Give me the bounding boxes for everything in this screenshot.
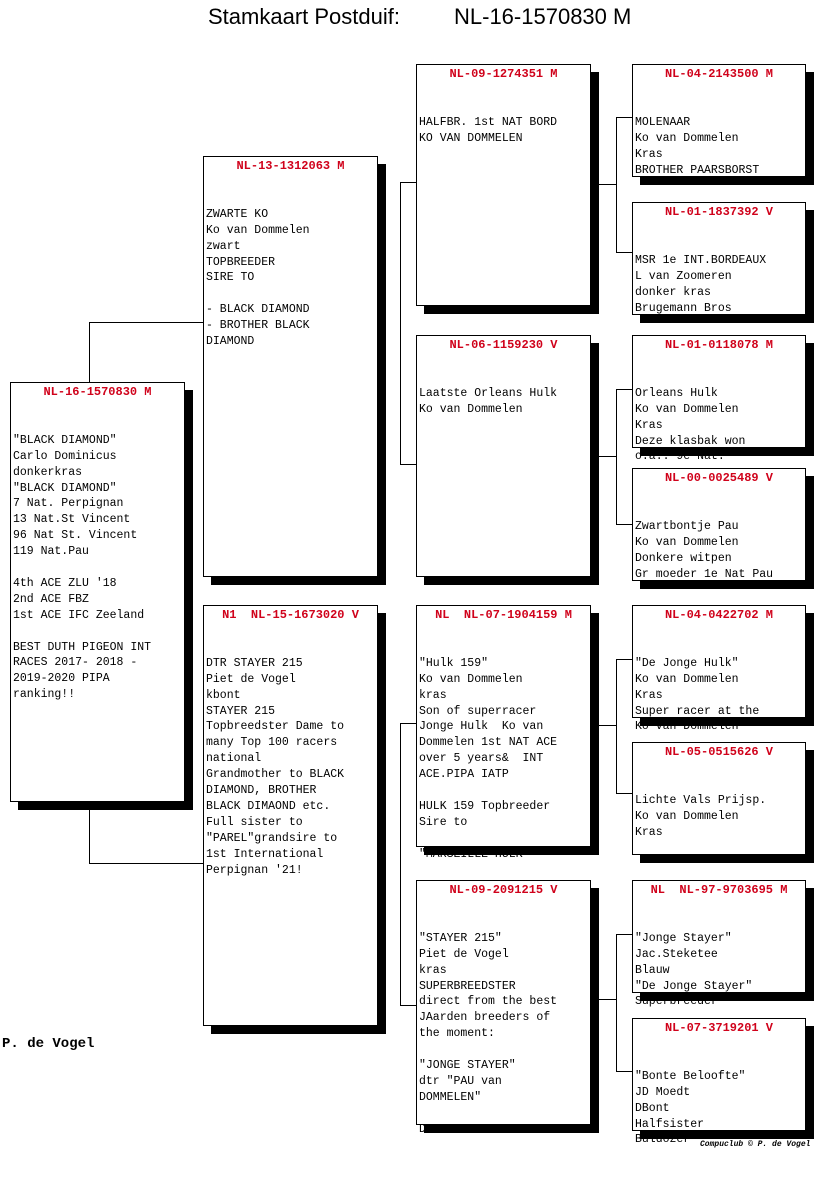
connector: [616, 659, 617, 793]
owner-name: P. de Vogel: [2, 1036, 95, 1052]
connector: [616, 934, 632, 935]
connector: [400, 464, 416, 465]
ancestor-details: Lichte Vals Prijsp. Ko van Dommelen Kras: [635, 793, 767, 839]
ancestor-card: [632, 468, 806, 581]
ring-number: NL-13-1312063 M: [236, 159, 345, 173]
sire-card: [203, 156, 378, 577]
connector: [89, 322, 90, 384]
ancestor-details: "STAYER 215" Piet de Vogel kras SUPERBREEDSTER direct from the best JAarden breeders of the moment: "JONGE STAYER" dtr "PAU van DOMMELEN" Dame to: [419, 931, 558, 1136]
subject-card: [10, 382, 185, 802]
connector: [400, 723, 401, 1005]
page-title: [0, 4, 816, 32]
ancestor-card: [416, 335, 591, 577]
ring-number: NL-09-1274351 M: [449, 67, 558, 81]
connector: [616, 389, 617, 524]
connector: [616, 117, 617, 252]
connector: [400, 182, 416, 183]
ancestor-card: [632, 605, 806, 734]
ring-number: NL-05-0515626 V: [664, 745, 774, 759]
sire-details: ZWARTE KO Ko van Dommelen zwart TOPBREEDER SIRE TO - BLACK DIAMOND - BROTHER BLACK DIAMOND: [206, 207, 310, 349]
connector: [596, 999, 616, 1000]
ancestor-details: "Hulk 159" Ko van Dommelen kras Son of superracer Jonge Hulk Ko van Dommelen 1st NAT ACE over 5 years& INT ACE.PIPA IATP HULK 159 Topbreeder Sire to "MARSEILLE HULK": [419, 656, 558, 861]
ring-number: NL-06-1159230 V: [449, 338, 558, 352]
connector: [616, 389, 632, 390]
ancestor-card: [632, 64, 806, 177]
connector: [616, 793, 632, 794]
ancestor-card: [632, 335, 806, 464]
title-label: Stamkaart Postduif:: [208, 4, 400, 29]
connector: [89, 863, 204, 864]
ancestor-details: HALFBR. 1st NAT BORD KO VAN DOMMELEN: [419, 115, 558, 145]
connector: [616, 934, 617, 1071]
footer-credit: Compuclub © P. de Vogel: [700, 1140, 811, 1149]
ancestor-details: MOLENAAR Ko van Dommelen Kras BROTHER PAARSBORST: [635, 115, 760, 177]
dam-card: [203, 605, 378, 1026]
connector: [89, 800, 90, 863]
ring-number: N1 NL-15-1673020 V: [222, 608, 359, 622]
ring-number: NL-04-0422702 M: [664, 608, 774, 622]
ancestor-details: "De Jonge Hulk" Ko van Dommelen Kras Super racer at the Ko van Dommelen: [635, 656, 760, 734]
ancestor-details: "Bonte Beloofte" JD Moedt DBont Halfsister Buldozer: [635, 1069, 746, 1147]
ancestor-details: Zwartbontje Pau Ko van Dommelen Donkere witpen Gr moeder 1e Nat Pau: [635, 519, 774, 581]
connector: [616, 252, 632, 253]
connector: [89, 322, 204, 323]
ancestor-card: [632, 742, 806, 855]
ancestor-details: Laatste Orleans Hulk Ko van Dommelen: [419, 386, 558, 416]
ancestor-details: "Jonge Stayer" Jac.Steketee Blauw "De Jonge Stayer" Superbreeder: [635, 931, 753, 1009]
subject-details: "BLACK DIAMOND" Carlo Dominicus donkerkras "BLACK DIAMOND" 7 Nat. Perpignan 13 Nat.St Vincent 96 Nat St. Vincent 119 Nat.Pau 4th ACE ZLU '18 2nd ACE FBZ 1st ACE IFC Zeeland BEST DUTH PIGEON INT RACES 2017- 2018 - 2019-2020 PIPA ranking!!: [13, 433, 152, 702]
dam-details: DTR STAYER 215 Piet de Vogel kbont STAYER 215 Topbreedster Dame to many Top 100 racers national Grandmother to BLACK DIAMOND, BROTHER BLACK DIMAOND etc. Full sister to "PAREL"grandsire to 1st International Perpignan '21!: [206, 656, 345, 877]
connector: [596, 456, 616, 457]
ring-number: NL-00-0025489 V: [664, 471, 774, 485]
ring-number: NL NL-97-9703695 M: [650, 883, 788, 897]
ancestor-details: Orleans Hulk Ko van Dommelen Kras Deze klasbak won o.a.: 9e Nat.: [635, 386, 746, 464]
connector: [400, 723, 416, 724]
ancestor-card: [416, 880, 591, 1136]
connector: [616, 659, 632, 660]
ring-number: NL NL-07-1904159 M: [435, 608, 572, 622]
ring-number: NL-07-3719201 V: [664, 1021, 774, 1035]
connector: [616, 524, 632, 525]
ring-number: NL-01-1837392 V: [664, 205, 774, 219]
ancestor-card: [416, 605, 591, 861]
ancestor-card: [632, 202, 806, 315]
ring-number: NL-04-2143500 M: [664, 67, 774, 81]
ancestor-details: MSR 1e INT.BORDEAUX L van Zoomeren donker kras Brugemann Bros: [635, 253, 767, 315]
ancestor-card: [416, 64, 591, 306]
connector: [400, 1005, 416, 1006]
connector: [400, 182, 401, 464]
title-ring: NL-16-1570830 M: [454, 4, 632, 29]
ring-number: NL-01-0118078 M: [664, 338, 774, 352]
ring-number: NL-09-2091215 V: [449, 883, 558, 897]
ancestor-card: [632, 880, 806, 1009]
connector: [596, 184, 616, 185]
connector: [616, 1071, 632, 1072]
connector: [616, 117, 632, 118]
connector: [596, 725, 616, 726]
ring-number: NL-16-1570830 M: [43, 385, 152, 399]
